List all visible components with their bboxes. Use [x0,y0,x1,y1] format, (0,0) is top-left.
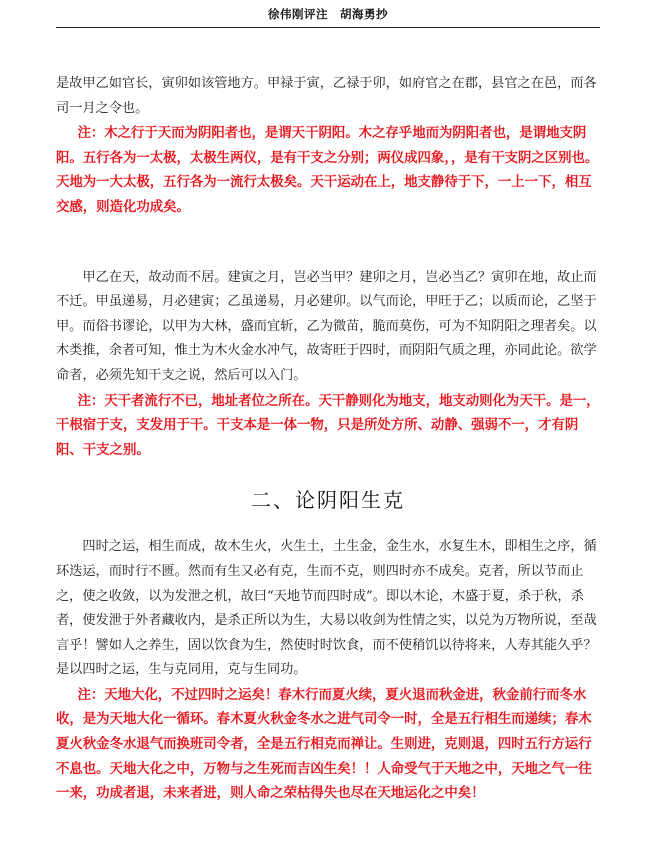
header-rule [56,27,600,28]
section-heading: 二、论阴阳生克 [251,488,405,513]
page-header: 徐伟刚评注 胡海勇抄 [268,7,388,21]
page-content [56,72,600,806]
body-paragraph: 甲乙在天，故动而不居。建寅之月，岂必当甲？建卯之月，岂必当乙？寅卯在地，故止而不迁。甲虽递易，月必建寅；乙虽递易，月必建卯。以气而论，甲旺于乙；以质而论，乙坚于甲。而俗书谬论，以甲为大林，盛而宜斩，乙为微苗，脆而莫伤，可为不知阴阳之理者矣。以木类推，余者可知，惟土为木火金水冲气，故寄旺于四时，而阴阳气质之理，亦同此论。欲学命者，必须先知干支之说，然后可以入门。 [56,269,597,383]
commentary-note: 注：天地大化，不过四时之运矣！春木行而夏火续，夏火退而秋金进，秋金前行而冬水收，是为天地大化一循环。春木夏火秋金冬水之进气司令一时，全是五行相生而递续；春木夏火秋金冬水退气而换班司令者，全是五行相克而禅让。生则进，克则退，四时五行方运行不息也。天地大化之中，万物与之生死而吉凶生矣！！人命受气于天地之中，天地之气一往一来，功成者退，未来者进，则人命之荣枯得失也尽在天地运化之中矣！ [56,686,592,802]
body-paragraph: 是故甲乙如官长，寅卯如该管地方。甲禄于寅，乙禄于卯，如府官之在郡，县官之在邑，而各司一月之令也。 [56,76,597,116]
commentary-note: 注：木之行于天而为阴阳者也，是谓天干阴阳。木之存乎地而为阴阳者也，是谓地支阴阳。五行各为一太极，太极生两仪，是有干支之分别；两仪成四象，，是有干支阴之区别也。天地为一大太极，五行各为一流行太极矣。天干运动在上，地支静待于下，一上一下，相互交感，则造化功成矣。 [56,125,599,215]
commentary-note: 注：天干者流行不已，地址者位之所在。天干静则化为地支，地支动则化为天干。是一，干根宿于支，支发用于干。干支本是一体一物，只是所处方所、动静、强弱不一，才有阴阳、干支之别。 [56,392,600,458]
body-paragraph: 四时之运，相生而成，故木生火，火生土，土生金，金生水，水复生木，即相生之序，循环迭运，而时行不匮。然而有生又必有克，生而不克，则四时亦不成矣。克者，所以节而止之，使之收敛，以为发泄之机，故曰“天地节而四时成”。即以木论，木盛于夏，杀于秋，杀者，使发泄于外者藏收内，是杀正所以为生，大易以收剑为性情之实，以兑为万物所说，至哉言乎！譬如人之养生，固以饮食为生，然使时时饮食，而不使稍饥以待将来，人寿其能久乎？是以四时之运，生与克同用，克与生同功。 [56,539,597,678]
